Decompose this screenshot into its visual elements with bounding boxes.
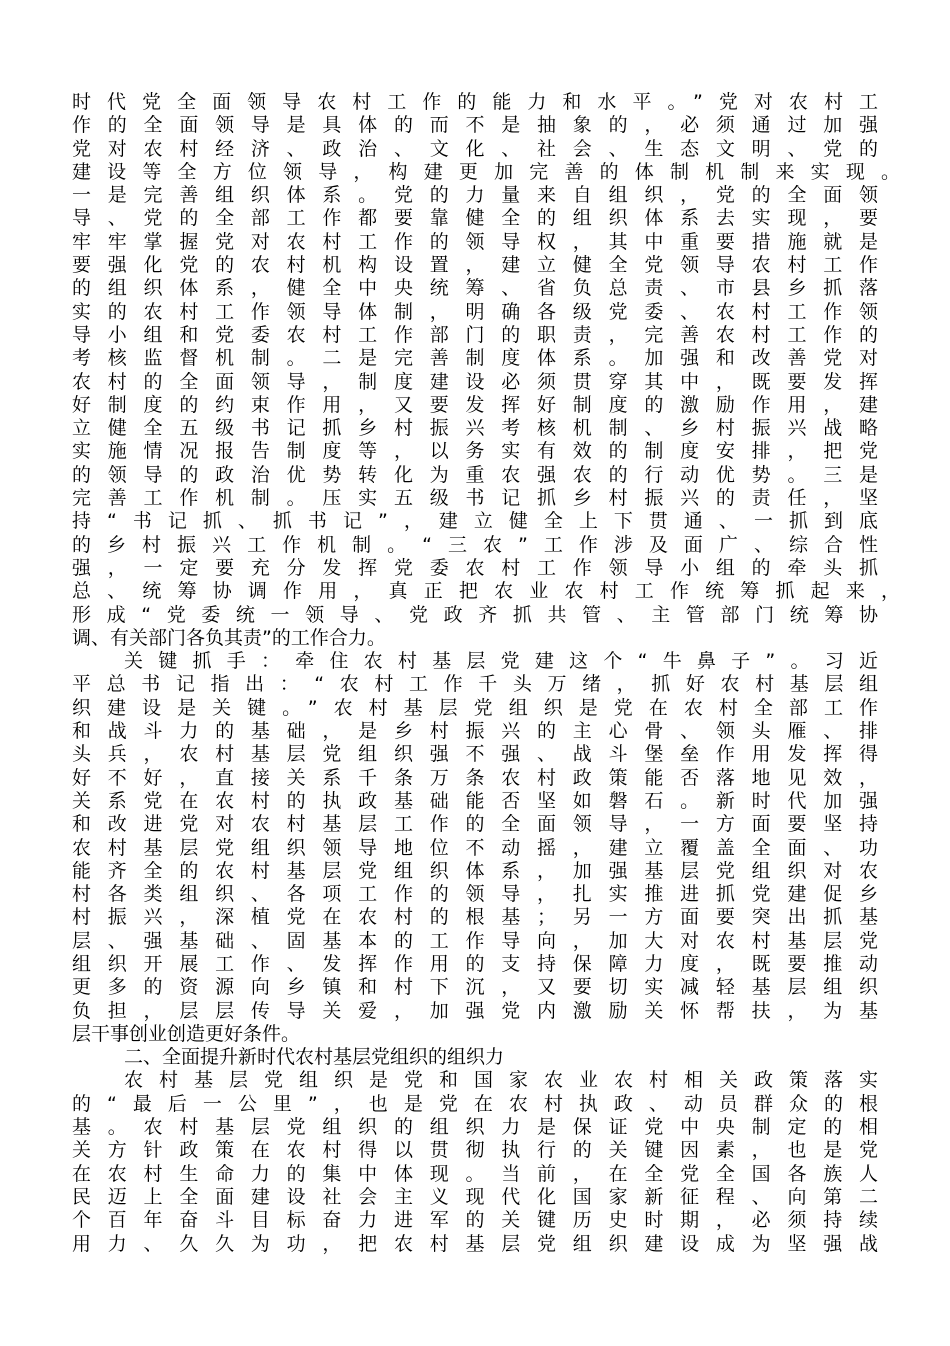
text-line: 调、有关部门各负其责”的工作合力。: [72, 626, 386, 649]
text-line: 组织开展工作、发挥作用的支持保障力度，既要推动: [72, 952, 878, 975]
text-line: 总、统筹协调作用，真正把农业农村工作统筹抓起来，: [72, 580, 900, 603]
text-line: 村各类组织、各项工作的领导，扎实推进抓党建促乡: [72, 883, 878, 906]
text-line: 和改进党对农村基层工作的全面领导，一方面要坚持: [72, 813, 878, 836]
text-line: 层干事创业创造更好条件。: [72, 1022, 301, 1045]
text-line: 织建设是关键。”农村基层党组织是党在农村全部工作: [72, 696, 878, 719]
text-line: 层、强基础、固基本的工作导向，加大对农村基层党: [72, 929, 878, 952]
text-line: 实的农村工作领导体制，明确各级党委、农村工作领: [72, 300, 878, 323]
text-line: 的乡村振兴工作机制。“三农”工作涉及面广、综合性: [72, 533, 878, 556]
text-line: 一是完善组织体系。党的力量来自组织，党的全面领: [72, 184, 878, 207]
text-line: 基。农村基层党组织的组织力是保证党中央制定的相: [72, 1116, 878, 1139]
text-line: 强，一定要充分发挥党委农村工作领导小组的牵头抓: [72, 556, 878, 579]
text-line: 时代党全面领导农村工作的能力和水平。”党对农村工: [72, 91, 878, 113]
text-line: 和战斗力的基础，是乡村振兴的主心骨、领头雁、排: [72, 720, 878, 743]
text-line: 的领导的政治优势转化为重农强农的行动优势。三是: [72, 463, 878, 486]
text-line: 牢牢掌握党对农村工作的领导权，其中重要措施就是: [72, 230, 878, 253]
paragraph-start-line: 关键抓手：牵住农村基层党建这个“牛鼻子”。习近: [124, 650, 878, 673]
text-line: 立健全五级书记抓乡村振兴考核机制、乡村振兴战略: [72, 417, 878, 440]
text-line: 形成“党委统一领导、党政齐抓共管、主管部门统筹协: [72, 603, 878, 626]
text-line: 要强化党的农村机构设置，建立健全党领导农村工作: [72, 254, 878, 277]
text-line: 完善工作机制。压实五级书记抓乡村振兴的责任，坚: [72, 487, 878, 510]
text-line: 负担，层层传导关爱，加强党内激励关怀帮扶，为基: [72, 999, 878, 1022]
text-line: 民迈上全面建设社会主义现代化国家新征程、向第二: [72, 1185, 878, 1208]
text-line: 导小组和党委农村工作部门的职责，完善农村工作的: [72, 323, 878, 346]
section-heading: 二、全面提升新时代农村基层党组织的组织力: [124, 1046, 505, 1069]
text-line: 在农村生命力的集中体现。当前，在全党全国各族人: [72, 1162, 878, 1185]
text-line: 持“书记抓、抓书记”，建立健全上下贯通、一抓到底: [72, 510, 878, 533]
paragraph-start-line: 农村基层党组织是党和国家农业农村相关政策落实: [124, 1069, 878, 1092]
text-line: 实施情况报告制度等，以务实有效的制度安排，把党: [72, 440, 878, 463]
body-text: [72, 91, 900, 1256]
text-line: 个百年奋斗目标奋力进军的关键历史时期，必须持续: [72, 1209, 878, 1232]
text-line: 用力、久久为功，把农村基层党组织建设成为坚强战: [72, 1232, 878, 1255]
text-line: 关方针政策在农村得以贯彻执行的关键因素，也是党: [72, 1139, 878, 1162]
text-line: 头兵，农村基层党组织强不强、战斗堡垒作用发挥得: [72, 743, 878, 766]
text-line: 好不好，直接关系千条万条农村政策能否落地见效，: [72, 766, 878, 789]
text-line: 关系党在农村的执政基础能否坚如磐石。新时代加强: [72, 789, 878, 812]
text-line: 能齐全的农村基层党组织体系，加强基层党组织对农: [72, 859, 878, 882]
text-line: 作的全面领导是具体的而不是抽象的，必须通过加强: [72, 114, 878, 137]
text-line: 好制度的约束作用，又要发挥好制度的激励作用，建: [72, 393, 878, 416]
text-line: 的组织体系，健全中央统筹、省负总责、市县乡抓落: [72, 277, 878, 300]
text-line: 的“最后一公里”，也是党在农村执政、动员群众的根: [72, 1092, 878, 1115]
text-line: 考核监督机制。二是完善制度体系。加强和改善党对: [72, 347, 878, 370]
text-line: 农村基层党组织领导地位不动摇，建立覆盖全面、功: [72, 836, 878, 859]
text-line: 党对农村经济、政治、文化、社会、生态文明、党的: [72, 137, 878, 160]
text-line: 农村的全面领导，制度建设必须贯穿其中，既要发挥: [72, 370, 878, 393]
text-line: 平总书记指出：“农村工作千头万绪，抓好农村基层组: [72, 673, 878, 696]
text-line: 村振兴，深植党在农村的根基；另一方面要突出抓基: [72, 906, 878, 929]
text-line: 更多的资源向乡镇和村下沉，又要切实减轻基层组织: [72, 976, 878, 999]
text-line: 建设等全方位领导，构建更加完善的体制机制来实现。: [72, 160, 900, 183]
text-line: 导、党的全部工作都要靠健全的组织体系去实现，要: [72, 207, 878, 230]
